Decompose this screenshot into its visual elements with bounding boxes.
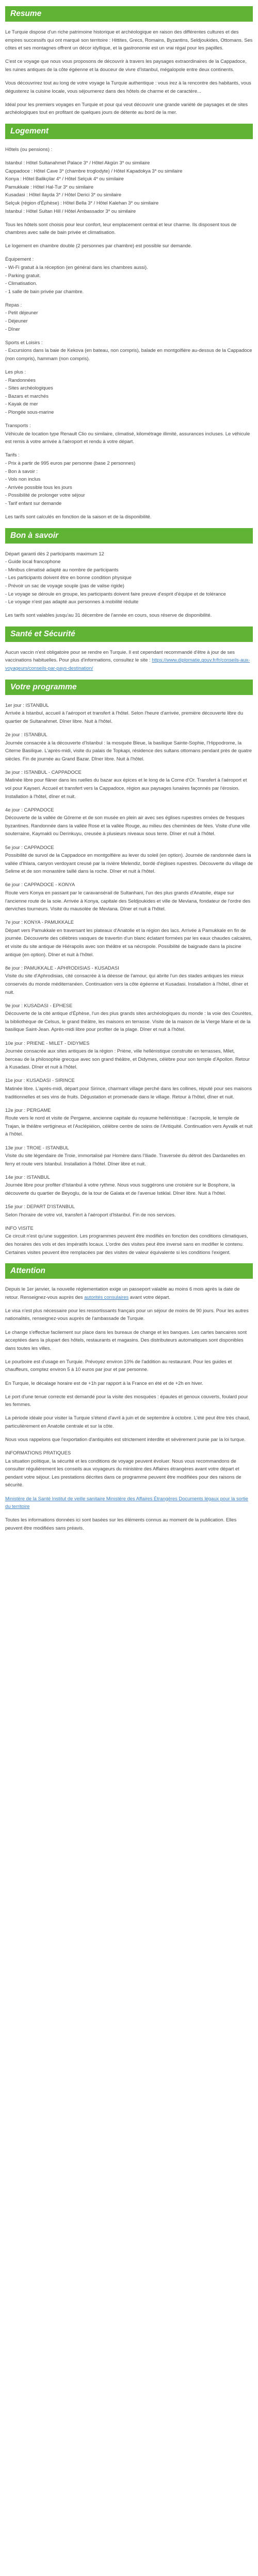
section-header-sante: Santé et Sécurité	[5, 626, 253, 642]
attention-paragraph: La situation politique, la sécurité et les conditions de voyage peuvent évoluer. Nous vous recommandons de consulter régulièrement les conseils aux voyageurs du ministère des Affaires étrangères avant votre départ et pendant votre séjour. Les prestations décrites dans ce programme peuvent être modifiées pour des raisons de sécurité.	[5, 1458, 241, 1488]
logement-section	[5, 145, 253, 521]
resume-paragraph: C'est ce voyage que nous vous proposons de découvrir à travers les paysages extraordinaires de la Cappadoce, les ruines antiques de la côte égéenne et la douceur de vivre d'Istanbul, mégalopole entre deux continents.	[5, 58, 247, 72]
transport-text: Véhicule de location type Renault Clio ou similaire, climatisé, kilométrage illimité, assurances incluses. Le véhicule est remis à votre arrivée à l'aéroport et rendu à votre départ.	[5, 430, 250, 445]
bon-a-savoir-section	[5, 550, 253, 619]
bon-intro: Départ garanti dès 2 participants maximum 12	[5, 550, 104, 556]
day-title: 11e jour : KUSADASI - SIRINCE	[5, 1077, 75, 1083]
day-description: Journée consacrée à la découverte d'Istanbul : la mosquée Bleue, la basilique Sainte-Sophie, l'Hippodrome, la Citerne Basilique. L'après-midi, visite du palais de Topkapi, résidence des sultans ottomans pendant près de quatre siècles. Fin de journée au Grand Bazar. Dîner libre. Nuit à l'hôtel.	[5, 739, 252, 761]
equipment-title: Équipement :	[5, 256, 34, 262]
equipment-item: - Wi-Fi gratuit à la réception (en général dans les chambres aussi).	[5, 264, 148, 270]
equipment-item: - Parking gratuit.	[5, 272, 41, 278]
meals-item: - Déjeuner	[5, 318, 28, 324]
extras-item: - Bazars et marchés	[5, 393, 49, 399]
day-title: 1er jour : ISTANBUL	[5, 702, 49, 708]
extras-title: Les plus :	[5, 369, 26, 375]
extras-item: - Sites archéologiques	[5, 385, 53, 391]
attention-text: Depuis le 1er janvier, la nouvelle réglementation exige un passeport valable au moins 6 mois après la date de retour. Renseignez-vous auprès des	[5, 1286, 240, 1300]
day-description: Journée consacrée aux sites antiques de la région : Priène, ville hellénistique construite en terrasses, Milet, berceau de la philosophie grecque avec son grand théâtre, et Didymes, célèbre pour son temple d'Apollon. Retour à Kusadasi. Dîner et nuit à l'hôtel.	[5, 1048, 250, 1070]
page-content	[5, 0, 253, 1532]
extras-item: - Plongée sous-marine	[5, 409, 54, 415]
equipment-item: - 1 salle de bain privée par chambre.	[5, 288, 84, 294]
day-title: 2e jour : ISTANBUL	[5, 731, 47, 737]
attention-paragraph: Le visa n'est plus nécessaire pour les ressortissants français pour un séjour de moins de 90 jours. Pour les autres nationalités, renseignez-vous auprès de l'ambassade de Turquie.	[5, 1307, 249, 1321]
hotel-line: Istanbul : Hôtel Sultan Hill / Hôtel Ambassador 3* ou similaire	[5, 208, 136, 214]
meals-item: - Petit déjeuner	[5, 310, 38, 316]
attention-paragraph	[5, 1285, 253, 1301]
sante-paragraph	[5, 648, 253, 672]
extras-item: - Kayak de mer	[5, 401, 38, 407]
programme-note: Ce circuit n'est qu'une suggestion. Les programmes peuvent être modifiés en fonction des conditions climatiques, des horaires des vols et des impératifs locaux. L'ordre des visites peut être inversé sans en modifier le contenu. Certaines visites peuvent être remplacées par des visites de valeur équivalente si les conditions l'exigent.	[5, 1233, 248, 1255]
section-header-bon-a-savoir: Bon à savoir	[5, 528, 253, 544]
logement-paragraph: Le logement en chambre double (2 personnes par chambre) est possible sur demande.	[5, 243, 192, 249]
day-description: Découverte de la vallée de Göreme et de son musée en plein air avec ses églises rupestres ornées de fresques byzantines. Randonnée dans la vallée Rose et la vallée Rouge, au milieu des cheminées de fées. Visite d'une ville souterraine, Kaymakli ou Derinkuyu, creusée à plusieurs niveaux sous terre. Dîner et nuit à l'hôtel.	[5, 815, 250, 837]
day-title: 4e jour : CAPPADOCE	[5, 806, 54, 812]
tarifs-item: - Arrivée possible tous les jours	[5, 484, 72, 490]
tarifs-note: Les tarifs sont calculés en fonction de la saison et de la disponibilité.	[5, 514, 152, 519]
section-header-resume: Resume	[5, 6, 253, 22]
hotel-line: Cappadoce : Hôtel Cave 3* (chambre troglodyte) / Hôtel Kapadokya 3* ou similaire	[5, 167, 183, 174]
bon-item: - Le voyage se déroule en groupe, les participants doivent faire preuve d'esprit d'équipe et de tolérance	[5, 590, 226, 597]
sports-text: - Excursions dans la baie de Kekova (en bateau, non compris), balade en montgolfière au-dessus de la Cappadoce (non compris), hammam (non compris).	[5, 347, 252, 361]
sante-section	[5, 648, 253, 672]
tarifs-item: - Prix à partir de 995 euros par personne (base 2 personnes)	[5, 460, 136, 466]
hotel-line: Konya : Hôtel Balikçilar 4* / Hôtel Selçuk 4* ou similaire	[5, 176, 124, 182]
day-description: Départ vers Pamukkale en traversant les plateaux d'Anatolie et la région des lacs. Arrivée à Pamukkale en fin de journée. Découverte des célèbres vasques de travertin d'un blanc éclatant formées par les eaux chaudes calcaires, et visite du site antique de Hiérapolis avec son théâtre et sa nécropole. Possibilité de baignade dans la piscine antique (en option). Dîner et nuit à l'hôtel.	[5, 927, 252, 957]
day-description: Visite du site légendaire de Troie, immortalisé par Homère dans l'Iliade. Traversée du détroit des Dardanelles en ferry et route vers Istanbul. Installation à l'hôtel. Dîner libre et nuit.	[5, 1153, 245, 1166]
bon-item: - Guide local francophone	[5, 558, 61, 565]
day-title: 3e jour : ISTANBUL - CAPPADOCE	[5, 769, 82, 775]
day-title: 12e jour : PERGAME	[5, 1107, 51, 1113]
section-header-programme: Votre programme	[5, 680, 253, 695]
day-title: 13e jour : TROIE - ISTANBUL	[5, 1144, 69, 1150]
hotel-line: Istanbul : Hôtel Sultanahmet Palace 3* / Hôtel Akgün 3* ou similaire	[5, 159, 150, 165]
day-title: 7e jour : KONYA - PAMUKKALE	[5, 919, 74, 925]
transport-title: Transports :	[5, 422, 31, 429]
bon-item: - Minibus climatisé adapté au nombre de participants	[5, 566, 119, 572]
bon-note: Les tarifs sont valables jusqu'au 31 décembre de l'année en cours, sous réserve de disponibilité.	[5, 612, 212, 618]
day-description: Arrivée à Istanbul, accueil à l'aéroport et transfert à l'hôtel. Selon l'heure d'arrivée, première découverte libre du quartier de Sultanahmet. Dîner libre. Nuit à l'hôtel.	[5, 710, 244, 724]
hotel-line: Pamukkale : Hôtel Hal-Tur 3* ou similaire	[5, 183, 94, 190]
day-description: Possibilité de survol de la Cappadoce en montgolfière au lever du soleil (en option). Journée de randonnée dans la vallée d'Ihlara, canyon verdoyant creusé par la rivière Melendiz, bordé d'églises rupestres. Découverte du village de Selime et de son monastère taillé dans la roche. Dîner et nuit à l'hôtel.	[5, 852, 253, 874]
resume-paragraph: Le Turquie dispose d'un riche patrimoine historique et archéologique en raison des différentes cultures et des empires successifs qui ont marqué son territoire : Hittites, Grecs, Romains, Byzantins, Seldjoukides, Ottomans. Ses côtes et ses montagnes offrent un décor idyllique, et la gastronomie est un vrai régal pour les papilles.	[5, 29, 253, 51]
attention-paragraph: Le pourboire est d'usage en Turquie. Prévoyez environ 10% de l'addition au restaurant. Pour les guides et chauffeurs, comptez environ 5 à 10 euros par jour et par personne.	[5, 1358, 232, 1372]
logement-paragraph: Tous les hôtels sont choisis pour leur confort, leur emplacement central et leur charme. Ils disposent tous de chambres avec salle de bain privée et climatisation.	[5, 221, 237, 235]
tarifs-item: - Bon à savoir :	[5, 468, 38, 474]
meals-item: - Dîner	[5, 326, 20, 332]
attention-paragraph: Nous vous rappelons que l'exportation d'antiquités est strictement interdite et sévèrement punie par la loi turque.	[5, 1436, 246, 1442]
tarifs-item: - Possibilité de prolonger votre séjour	[5, 492, 85, 498]
day-title: 15e jour : DEPART D'ISTANBUL	[5, 1204, 75, 1210]
day-description: Visite du site d'Aphrodisias, cité consacrée à la déesse de l'amour, qui abrite l'un des stades antiques les mieux conservés du monde méditerranéen. Continuation vers la côte égéenne et Kusadasi. Installation à l'hôtel, dîner et nuit.	[5, 973, 248, 995]
programme-note-title: INFO VISITE	[5, 1225, 34, 1231]
attention-text: avant votre départ.	[128, 1294, 170, 1300]
day-title: 5e jour : CAPPADOCE	[5, 844, 54, 850]
attention-paragraph: En Turquie, le décalage horaire est de +1h par rapport à la France en été et de +2h en hiver.	[5, 1380, 203, 1386]
day-description: Route vers Konya en passant par le caravansérail de Sultanhani, l'un des plus grands d'Anatolie, étape sur l'ancienne route de la soie. Arrivée à Konya, capitale des Seldjoukides et ville de Mevlana, fondateur de l'ordre des derviches tourneurs. Visite du mausolée de Mevlana. Dîner et nuit à l'hôtel.	[5, 890, 251, 912]
equipment-item: - Climatisation.	[5, 280, 37, 286]
day-description: Matinée libre. L'après-midi, départ pour Sirince, charmant village perché dans les collines, réputé pour ses maisons traditionnelles et ses vins de fruits. Dégustation et promenade dans le village. Retour à l'hôtel, dîner et nuit.	[5, 1085, 252, 1099]
section-header-logement: Logement	[5, 124, 253, 139]
resume-paragraph: Vous découvrirez tout au long de votre voyage la Turquie authentique : vous irez à la rencontre des habitants, vous dégusterez la cuisine locale, vous séjournerez dans des hôtels de charme et de caractère...	[5, 79, 251, 94]
day-title: 9e jour : KUSADASI - EPHESE	[5, 1002, 73, 1008]
day-title: 6e jour : CAPPADOCE - KONYA	[5, 882, 75, 888]
hotel-line: Selçuk (région d'Éphèse) : Hôtel Bella 3* / Hôtel Kalehan 3* ou similaire	[5, 199, 159, 206]
day-title: 14e jour : ISTANBUL	[5, 1174, 50, 1180]
attention-paragraph: Le change s'effectue facilement sur place dans les bureaux de change et les banques. Les cartes bancaires sont acceptées dans la plupart des hôtels, restaurants et magasins. Des distributeurs automatiques sont disponibles dans toutes les villes.	[5, 1329, 247, 1351]
section-header-attention: Attention	[5, 1263, 253, 1279]
bon-item: - Prévoir un sac de voyage souple (pas de valise rigide)	[5, 582, 124, 588]
day-description: Route vers le nord et visite de Pergame, ancienne capitale du royaume hellénistique : l'acropole, le temple de Trajan, le théâtre vertigineux et l'Asclépiéion, célèbre centre de soins de l'Antiquité. Continuation vers Ayvalik et nuit à l'hôtel.	[5, 1115, 253, 1137]
official-links-line[interactable]: Ministère de la Santé Institut de veille sanitaire Ministère des Affaires Étrangères Documents légaux pour la sortie du territoire	[5, 1495, 248, 1510]
tarifs-item: - Tarif enfant sur demande	[5, 500, 62, 506]
resume-section	[5, 28, 253, 116]
tarifs-item: - Vols non inclus	[5, 476, 41, 482]
day-description: Matinée libre pour flâner dans les ruelles du bazar aux épices et le long de la Corne d'Or. Transfert à l'aéroport et vol pour Kayseri. Accueil et transfert vers la Cappadoce, région aux paysages lunaires façonnés par l'érosion. Installation à l'hôtel, dîner et nuit.	[5, 777, 247, 799]
day-description: Découverte de la cité antique d'Éphèse, l'un des plus grands sites archéologiques du monde : la voie des Courètes, la bibliothèque de Celsus, le grand théâtre, les maisons en terrasse. Visite de la maison de la Vierge Marie et de la basilique Saint-Jean. Après-midi libre pour profiter de la plage. Dîner et nuit à l'hôtel.	[5, 1010, 253, 1032]
hotel-line: Kusadasi : Hôtel Ilayda 3* / Hôtel Derici 3* ou similaire	[5, 192, 122, 198]
sante-text: Aucun vaccin n'est obligatoire pour se rendre en Turquie. Il est cependant recommandé d'être à jour de ses vaccinations habituelles. Pour plus d'informations, consultez le site :	[5, 649, 235, 663]
day-title: 8e jour : PAMUKKALE - APHRODISIAS - KUSADASI	[5, 964, 119, 971]
extras-item: - Randonnées	[5, 377, 36, 383]
attention-paragraph: La période idéale pour visiter la Turquie s'étend d'avril à juin et de septembre à octobre. L'été peut être très chaud, particulièrement en Anatolie centrale et sur la côte.	[5, 1415, 250, 1429]
resume-paragraph: Idéal pour les premiers voyages en Turquie et pour qui veut découvrir une grande variété de paysages et de sites archéologiques tout en profitant de quelques jours de détente au bord de la mer.	[5, 101, 248, 115]
diplomatie-link[interactable]: https://www.diplomatie.gouv.fr/fr/conseils-aux-voyageurs/conseils-par-pays-destination/	[5, 657, 250, 671]
day-description: Journée libre pour profiter d'Istanbul à votre rythme. Nous vous suggérons une croisière sur le Bosphore, la découverte du quartier de Beyoglu, de la tour de Galata et de l'avenue Istiklal. Dîner libre. Nuit à l'hôtel.	[5, 1182, 235, 1196]
attention-paragraph: Le port d'une tenue correcte est demandé pour la visite des mosquées : épaules et genoux couverts, foulard pour les femmes.	[5, 1393, 248, 1408]
programme-section	[5, 701, 253, 1257]
day-title: 10e jour : PRIENE - MILET - DIDYMES	[5, 1040, 90, 1046]
bon-item: - Les participants doivent être en bonne condition physique	[5, 574, 132, 581]
consular-link[interactable]: autorités consulaires	[84, 1294, 129, 1300]
attention-final: Toutes les informations données ici sont basées sur les éléments connus au moment de la publication. Elles peuvent être modifiées sans préavis.	[5, 1517, 237, 1531]
bon-item: - Le voyage n'est pas adapté aux personnes à mobilité réduite	[5, 599, 139, 605]
attention-section	[5, 1285, 253, 1532]
day-description: Selon l'horaire de votre vol, transfert à l'aéroport d'Istanbul. Fin de nos services.	[5, 1211, 176, 1217]
tarifs-title: Tarifs :	[5, 452, 20, 458]
official-links	[5, 1495, 253, 1511]
sports-title: Sports et Loisirs :	[5, 339, 43, 345]
logement-intro: Hôtels (ou pensions) :	[5, 146, 53, 152]
attention-subtitle: INFORMATIONS PRATIQUES	[5, 1450, 71, 1456]
meals-title: Repas :	[5, 301, 22, 308]
